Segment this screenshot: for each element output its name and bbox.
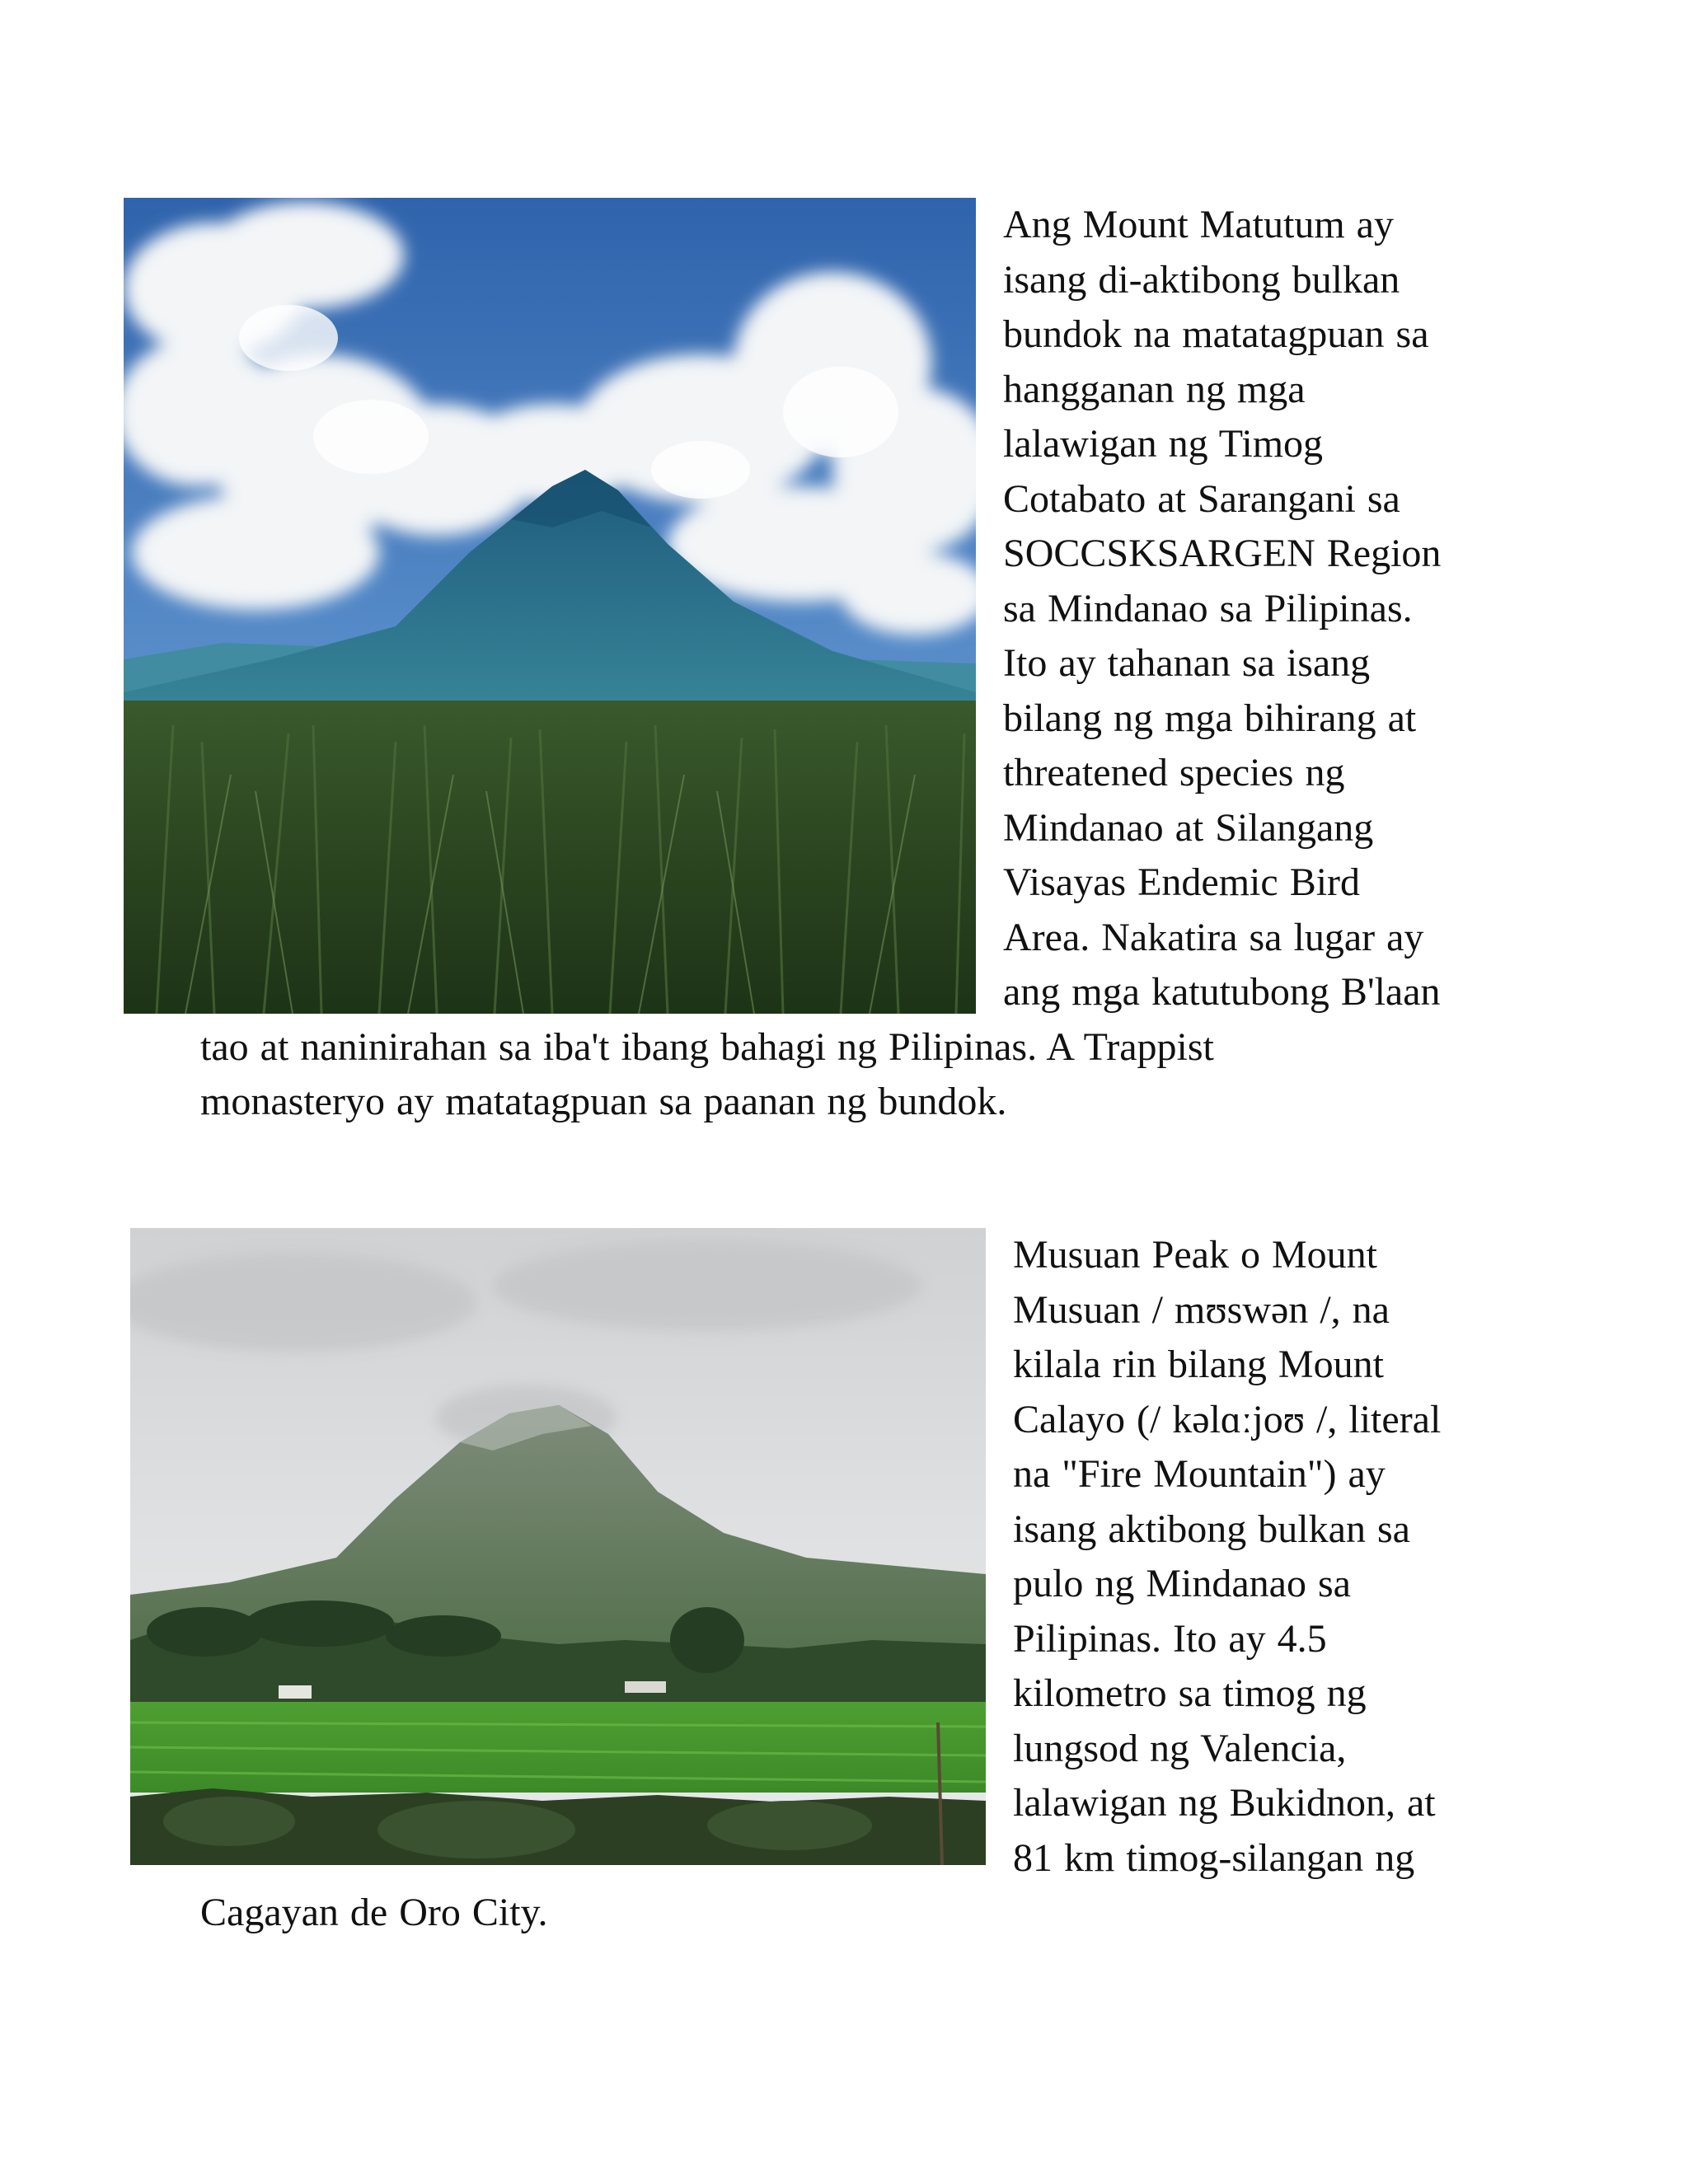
matutum-line-12: Mindanao at Silangang [1003, 805, 1374, 850]
musuan-line-8: Pilipinas. Ito ay 4.5 [1013, 1616, 1327, 1661]
musuan-peak-photo [130, 1228, 986, 1865]
musuan-line-11: lalawigan ng Bukidnon, at [1013, 1781, 1436, 1825]
musuan-line-2: Musuan / mʊswən /, na [1013, 1287, 1390, 1332]
musuan-line-7: pulo ng Mindanao sa [1013, 1562, 1351, 1605]
matutum-line-16: tao at naninirahan sa iba't ibang bahagi ng Pilipinas. A Trappist [200, 1024, 1214, 1069]
mount-matutum-illustration [124, 198, 976, 1014]
matutum-line-10: bilang ng mga bihirang at [1003, 696, 1417, 740]
matutum-line-11: threatened species ng [1003, 751, 1345, 794]
musuan-line-5: na "Fire Mountain") ay [1013, 1452, 1386, 1496]
musuan-line-9: kilometro sa timog ng [1013, 1671, 1367, 1715]
matutum-line-6: Cotabato at Sarangani sa [1003, 476, 1400, 521]
musuan-line-12: 81 km timog-silangan ng [1013, 1835, 1415, 1880]
matutum-line-5: lalawigan ng Timog [1003, 422, 1324, 466]
matutum-line-14: Area. Nakatira sa lugar ay [1003, 915, 1424, 959]
matutum-line-15: ang mga katutubong B'laan [1003, 970, 1441, 1014]
musuan-line-13: Cagayan de Oro City. [200, 1891, 548, 1934]
matutum-line-7: SOCCSKSARGEN Region [1003, 532, 1442, 575]
matutum-line-13: Visayas Endemic Bird [1003, 860, 1361, 904]
matutum-line-1: Ang Mount Matutum ay [1003, 203, 1394, 246]
musuan-line-1: Musuan Peak o Mount [1013, 1233, 1377, 1277]
matutum-line-3: bundok na matatagpuan sa [1003, 312, 1429, 356]
matutum-line-4: hangganan ng mga [1003, 367, 1306, 411]
matutum-line-2: isang di-aktibong bulkan [1003, 257, 1400, 302]
musuan-peak-illustration [130, 1228, 986, 1865]
musuan-line-10: lungsod ng Valencia, [1013, 1726, 1347, 1770]
musuan-line-3: kilala rin bilang Mount [1013, 1343, 1384, 1386]
musuan-line-4: Calayo (/ kəlɑːjoʊ /, literal [1013, 1397, 1442, 1441]
matutum-line-17: monasteryo ay matatagpuan sa paanan ng bundok. [200, 1080, 1007, 1123]
matutum-line-8: sa Mindanao sa Pilipinas. [1003, 586, 1413, 630]
musuan-line-6: isang aktibong bulkan sa [1013, 1507, 1410, 1551]
matutum-line-9: Ito ay tahanan sa isang [1003, 641, 1371, 685]
mount-matutum-photo [124, 198, 976, 1014]
